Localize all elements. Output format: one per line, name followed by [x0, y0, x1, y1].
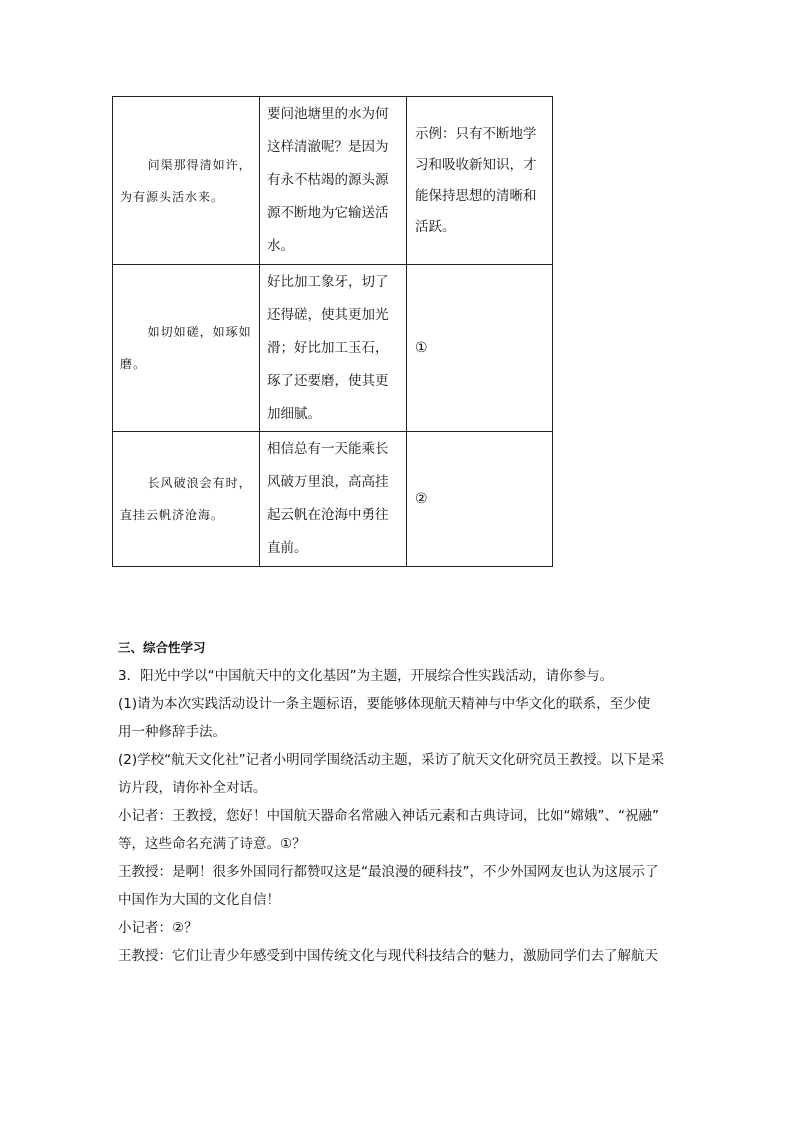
original-cell [113, 265, 260, 432]
translation-text: 要问池塘里的水为何这样清澈呢？是因为有永不枯竭的源头源源不断地为它输送活水。 [267, 106, 389, 254]
dialogue-reporter-1-cont: 等，这些命名充满了诗意。①？ [118, 836, 306, 852]
table-row [113, 265, 553, 432]
table-row [113, 97, 553, 265]
insight-cell [407, 97, 553, 265]
dialogue-reporter-1: 小记者：王教授，您好！中国航天器命名常融入神话元素和古典诗词，比如“嫦娥”、“祝融” [118, 808, 659, 824]
dialogue-professor-2: 王教授：它们让青少年感受到中国传统文化与现代科技结合的魅力，激励同学们去了解航天 [118, 948, 658, 964]
sub-question-1-cont: 用一种修辞手法。 [118, 724, 226, 740]
answer-blank-cell [407, 265, 553, 432]
blank-marker-2: ② [415, 490, 428, 507]
translation-cell [260, 265, 407, 432]
blank-marker-1: ① [415, 339, 428, 356]
sub-question-2-cont: 访片段，请你补全对话。 [118, 780, 267, 796]
poem-table [112, 96, 553, 567]
sub-question-2: (2)学校“航天文化社”记者小明同学围绕活动主题，采访了航天文化研究员王教授。以下是采 [118, 752, 665, 768]
sub-question-1: (1)请为本次实践活动设计一条主题标语，要能够体现航天精神与中华文化的联系，至少使 [118, 696, 651, 712]
original-text: 问渠那得清如许，为有源头活水来。 [120, 157, 252, 204]
comprehensive-study-section [118, 634, 678, 970]
question-intro: 3．阳光中学以“中国航天中的文化基因”为主题，开展综合性实践活动，请你参与。 [118, 668, 614, 684]
translation-text: 相信总有一天能乘长风破万里浪，高高挂起云帆在沧海中勇往直前。 [267, 441, 389, 556]
original-cell [113, 97, 260, 265]
table-row [113, 432, 553, 567]
dialogue-professor-1: 王教授：是啊！很多外国同行都赞叹这是“最浪漫的硬科技”，不少外国网友也认为这展示了 [118, 864, 659, 880]
section-heading: 三、综合性学习 [118, 640, 206, 655]
translation-text: 好比加工象牙，切了还得磋，使其更加光滑；好比加工玉石，琢了还要磨，使其更加细腻。 [267, 273, 389, 422]
answer-blank-cell [407, 432, 553, 567]
translation-cell [260, 97, 407, 265]
insight-text: 示例：只有不断地学习和吸收新知识，才能保持思想的清晰和活跃。 [415, 125, 537, 235]
dialogue-professor-1-cont: 中国作为大国的文化自信！ [118, 892, 280, 908]
original-text: 如切如磋，如琢如磨。 [120, 325, 252, 371]
dialogue-reporter-2: 小记者：②？ [118, 920, 198, 936]
translation-cell [260, 432, 407, 567]
original-cell [113, 432, 260, 567]
original-text: 长风破浪会有时，直挂云帆济沧海。 [120, 476, 252, 522]
